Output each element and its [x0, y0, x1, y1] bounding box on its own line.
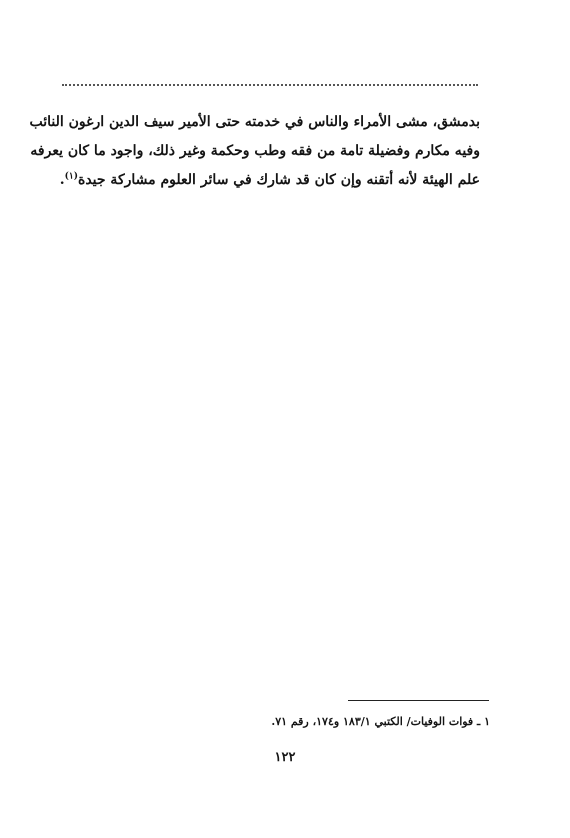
footnote-reference[interactable]: (١)	[64, 171, 78, 182]
body-line-2: وفيه مكارم وفضيلة تامة من فقه وطب وحكمة وغير ذلك، واجود ما كان يعرفه	[30, 143, 480, 159]
final-period: .	[59, 172, 65, 188]
footnote-rule	[348, 700, 489, 701]
body-line-1: بدمشق، مشى الأمراء والناس في خدمته حتى الأمير سيف الدين ارغون النائب	[29, 114, 480, 130]
dotted-separator	[62, 84, 478, 86]
body-paragraph	[29, 108, 480, 195]
body-line-3	[60, 166, 480, 195]
page-number: ١٢٢	[274, 750, 296, 765]
footnote-text: ١ ـ فوات الوفيات/ الكتبي ١٨٣/١ و١٧٤، رقم ٧١.	[271, 715, 490, 728]
body-line-3-text: علم الهيئة لأنه أتقنه وإن كان قد شارك في سائر العلوم مشاركة جيدة	[78, 172, 480, 188]
